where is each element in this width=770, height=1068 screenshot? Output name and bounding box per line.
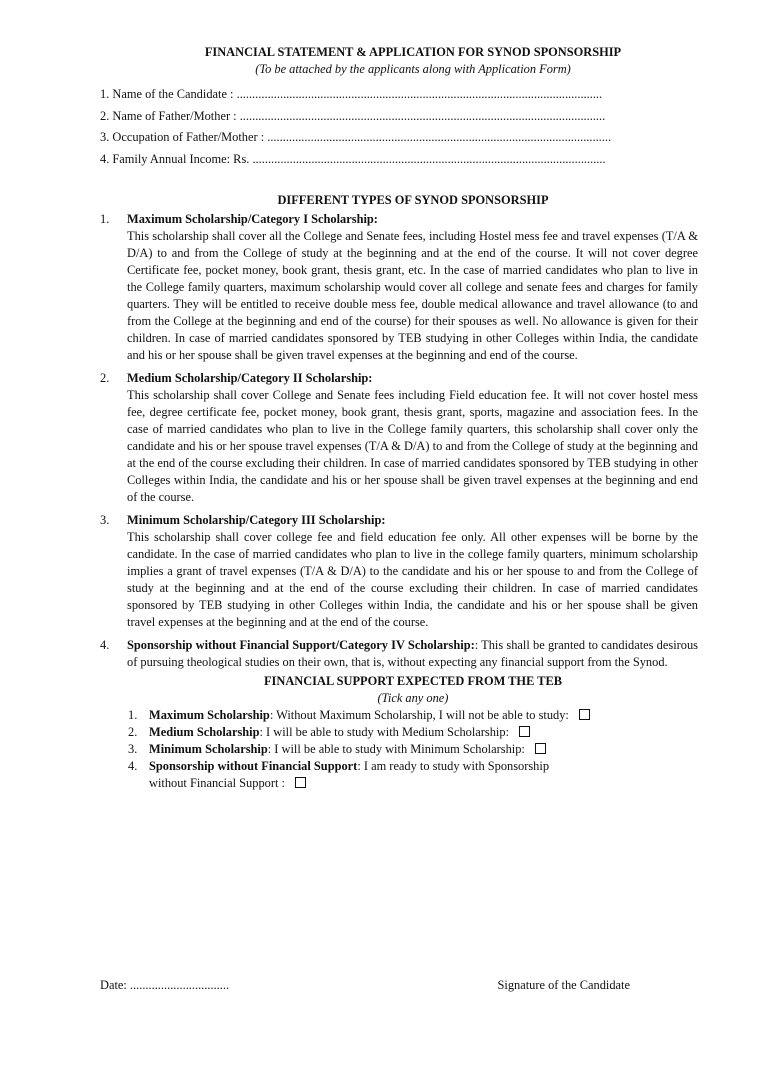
option-heading: Medium Scholarship [149,724,260,739]
support-option-minimum [128,741,698,758]
type-item-category-1 [100,211,698,364]
option-heading: Maximum Scholarship [149,707,270,722]
option-text: : I will be able to study with Medium Scholarship: [259,724,510,739]
type-number: 1. [100,211,110,226]
tick-note: (Tick any one) [377,690,449,705]
type-item-category-2 [100,370,698,506]
option-number: 2. [128,724,138,739]
option-number: 1. [128,707,138,722]
type-number: 4. [100,637,110,652]
option-number: 4. [128,758,138,773]
support-options [128,707,698,792]
type-description: : This shall be granted to candidates desirous of pursuing theological studies on their own, that is, without expecting any financial support from the Synod. [127,637,698,669]
document-subtitle: (To be attached by the applicants along with Application Form) [255,62,571,76]
type-number: 2. [100,370,110,385]
support-section-title: FINANCIAL SUPPORT EXPECTED FROM THE TEB [263,673,563,688]
checkbox-icon[interactable] [295,777,306,788]
checkbox-icon[interactable] [519,726,530,737]
type-item-category-4 [100,637,698,671]
document-title: FINANCIAL STATEMENT & APPLICATION FOR SYNOD SPONSORSHIP [204,45,622,59]
type-description: This scholarship shall cover all the College and Senate fees, including Hostel mess fee and travel expenses (T/A & D/A) to and from the College of study at the beginning and at the end of the course. It will not cover degree Certificate fee, pocket money, book grant, thesis grant, etc. In the case of married candidates who plan to live in the College family quarters, maximum scholarship would cover all college and senate fees and charges for family quarters. They will be entitled to receive double mess fee, double medical allowance and travel allowance (to and from the College at the beginning and end of the course) for their spouses as well. No allowance is given for their children. In case of married candidates sponsored by TEB studying in other Colleges within India, the candidate and his or her spouse shall be given travel expenses at the beginning and end of the course. [127,228,698,362]
applicant-fields [100,84,698,171]
type-description: This scholarship shall cover college fee and field education fee only. All other expenses will be borne by the candidate. In the case of married candidates who plan to live in the college family quarters, minimum scholarship implies a grant of travel expenses (T/A & D/A) to the candidate and his or her spouse to and from the College of study at the beginning and at the end of the course excluding their children. In case of married candidates sponsored by TEB studying in other Colleges within India, the candidate and his or her spouse shall be given travel expenses at the beginning and at the end of the course. [127,529,698,629]
type-number: 3. [100,512,110,527]
document-page [0,44,770,1068]
checkbox-icon[interactable] [579,709,590,720]
type-heading: Maximum Scholarship/Category I Scholarship: [127,211,378,226]
type-item-category-3 [100,512,698,631]
option-text: : I am ready to study with Sponsorship [357,758,550,773]
option-text: : Without Maximum Scholarship, I will not be able to study: [269,707,569,722]
signature-label: Signature of the Candidate [497,978,630,992]
date-field[interactable]: Date: ................................ [100,978,230,992]
support-option-maximum [128,707,698,724]
type-description: This scholarship shall cover College and Senate fees including Field education fee. It will not cover hostel mess fee, degree certificate fee, pocket money, book grant, thesis grant, sports, magazine and association fees. In the case of married candidates who plan to live in the College family quarters, this scholarship shall cover only the candidate and his or her spouse travel expenses (T/A & D/A) to and from the College of study at the beginning and at the end of the course excluding their children. In case of married candidates sponsored by TEB studying in other Colleges within India, the candidate and his or her spouse shall be given travel expenses at the beginning and end of the course. [127,387,698,504]
support-option-no-financial [128,758,698,792]
candidate-name-field[interactable]: 1. Name of the Candidate : ...................................................................................................................... [100,87,603,101]
option-heading: Minimum Scholarship [149,741,268,756]
support-option-medium [128,724,698,741]
type-heading: Sponsorship without Financial Support/Category IV Scholarship: [127,637,475,652]
option-text-continued: without Financial Support : [149,775,285,790]
type-heading: Medium Scholarship/Category II Scholarship: [127,370,373,385]
option-text: : I will be able to study with Minimum Scholarship: [267,741,525,756]
option-heading: Sponsorship without Financial Support [149,758,358,773]
sponsorship-types-list [100,211,698,671]
family-income-field[interactable]: 4. Family Annual Income: Rs. .................................................................................................................. [100,152,606,167]
parent-occupation-field[interactable]: 3. Occupation of Father/Mother : ............................................................................................................... [100,130,612,145]
parent-name-field[interactable]: 2. Name of Father/Mother : ...................................................................................................................... [100,108,606,123]
type-heading: Minimum Scholarship/Category III Scholarship: [127,512,386,527]
signature-footer [100,977,630,994]
checkbox-icon[interactable] [535,743,546,754]
types-section-title: DIFFERENT TYPES OF SYNOD SPONSORSHIP [277,192,549,207]
option-number: 3. [128,741,138,756]
